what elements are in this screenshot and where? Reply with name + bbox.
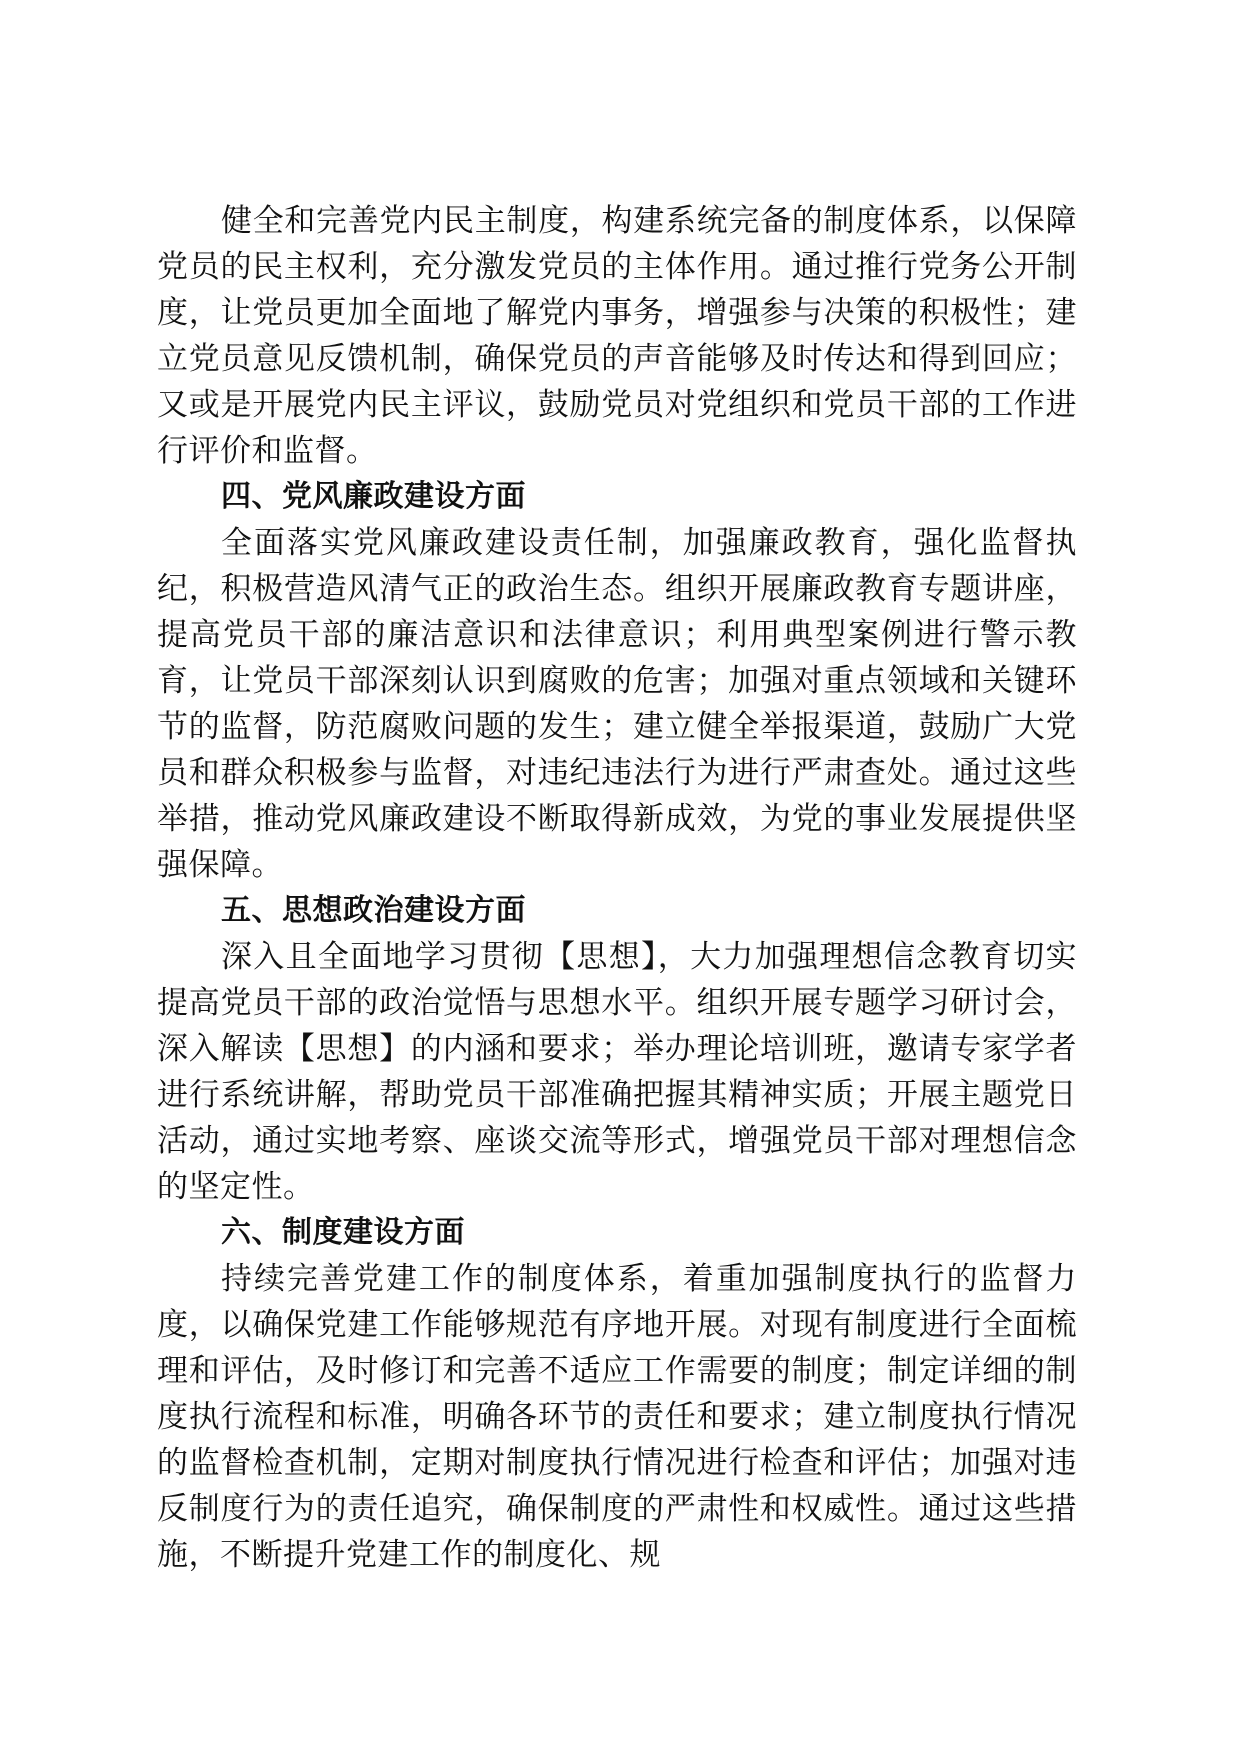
heading-section-4: 四、党风廉政建设方面 — [221, 479, 526, 514]
paragraph-intra-party-democracy: 健全和完善党内民主制度，构建系统完备的制度体系，以保障党员的民主权利，充分激发党员的主体作用。通过推行党务公开制度，让党员更加全面地了解党内事务，增强参与决策的积极性；建立党员意见反馈机制，确保党员的声音能够及时传达和得到回应；又或是开展党内民主评议，鼓励党员对党组织和党员干部的工作进行评价和监督。 — [157, 203, 1077, 469]
paragraph-clean-governance: 全面落实党风廉政建设责任制，加强廉政教育，强化监督执纪，积极营造风清气正的政治生态。组织开展廉政教育专题讲座，提高党员干部的廉洁意识和法律意识；利用典型案例进行警示教育，让党员干部深刻认识到腐败的危害；加强对重点领域和关键环节的监督，防范腐败问题的发生；建立健全举报渠道，鼓励广大党员和群众积极参与监督，对违纪违法行为进行严肃查处。通过这些举措，推动党风廉政建设不断取得新成效，为党的事业发展提供坚强保障。 — [157, 525, 1077, 883]
document-body — [157, 198, 1077, 1578]
heading-section-6: 六、制度建设方面 — [221, 1215, 465, 1250]
paragraph-ideological-building: 深入且全面地学习贯彻【思想】，大力加强理想信念教育切实提高党员干部的政治觉悟与思想水平。组织开展专题学习研讨会，深入解读【思想】的内涵和要求；举办理论培训班，邀请专家学者进行系统讲解，帮助党员干部准确把握其精神实质；开展主题党日活动，通过实地考察、座谈交流等形式，增强党员干部对理想信念的坚定性。 — [157, 939, 1077, 1205]
heading-section-5: 五、思想政治建设方面 — [221, 893, 526, 928]
paragraph-institution-building: 持续完善党建工作的制度体系，着重加强制度执行的监督力度，以确保党建工作能够规范有序地开展。对现有制度进行全面梳理和评估，及时修订和完善不适应工作需要的制度；制定详细的制度执行流程和标准，明确各环节的责任和要求；建立制度执行情况的监督检查机制，定期对制度执行情况进行检查和评估；加强对违反制度行为的责任追究，确保制度的严肃性和权威性。通过这些措施，不断提升党建工作的制度化、规 — [157, 1261, 1077, 1573]
